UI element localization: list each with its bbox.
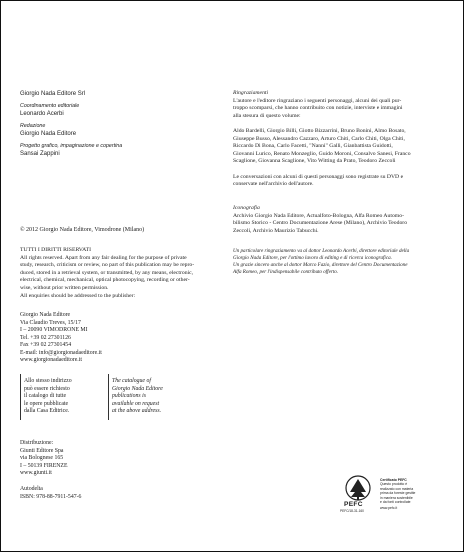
rights-line: electrical, chemical, mechanical, optical photocopying, recording or other- — [20, 277, 190, 284]
iconografia-block — [233, 205, 453, 235]
catalogue-en-line: at the above address. — [112, 408, 162, 415]
book-title: Autodelta — [20, 486, 43, 492]
thanks-heading: Ringraziamenti — [233, 90, 269, 96]
address-line: Fax +39 02 27301454 — [20, 342, 72, 348]
catalogue-en-line: Giorgio Nada Editore — [112, 385, 163, 392]
publisher-company: Giorgio Nada Editore Srl — [20, 91, 86, 97]
distribution-line: via Bolognese 165 — [20, 455, 64, 462]
distribution-website-link[interactable]: www.giunti.it — [20, 470, 52, 477]
catalogue-it-line: può essere richiesto — [24, 385, 70, 392]
design-label: Progetto grafico, impaginazione e copertina — [20, 143, 123, 149]
box-divider-left — [20, 374, 21, 420]
iconografia-heading: Iconografia — [233, 205, 260, 211]
catalogue-note-it — [20, 374, 105, 420]
rights-line: study, research, criticism or review, no part of this publication may be repro- — [20, 262, 195, 269]
catalogue-it-line: dalla Casa Editrice. — [24, 408, 70, 415]
pefc-certification — [338, 472, 450, 522]
catalogue-en-line: publications is — [112, 393, 146, 400]
website-link[interactable]: www.giorgionadaeditore.it — [20, 357, 82, 363]
rights-line: duced, stored in a retrieval system, or transmitted, by any means, electronic, — [20, 269, 194, 276]
pefc-cert-line: e da fonti controllate — [380, 500, 411, 505]
thanks-intro-line: alla stesura di questo volume: — [233, 112, 301, 119]
pefc-cert-label: Certificato PEFC — [380, 478, 407, 482]
pefc-cert-line: Questo prodotto è — [380, 482, 408, 487]
pefc-cert-line: prima da foreste gestite — [380, 491, 416, 496]
catalogue-en-line: available on request — [112, 400, 160, 407]
redazione-label: Redazione — [20, 123, 46, 129]
catalogue-it-line: Allo stesso indirizzo — [24, 378, 72, 384]
redazione-name: Giorgio Nada Editore — [20, 131, 77, 137]
pefc-cert-line: in maniera sostenibile — [380, 495, 413, 500]
thanks-names-line: Giuseppe Busso, Alessandro Cazzaro, Arturo Chiti, Carlo Chiti, Olga Chiti, — [233, 135, 405, 142]
rights-block — [20, 247, 225, 300]
pefc-code: PEFC/18-31-160 — [340, 509, 364, 513]
special-thanks-line: Giorgio Nada Editore, per l'ottimo lavoro di editing e di ricerca iconografica. — [233, 255, 392, 261]
distribution-line: I – 50139 FIRENZE — [20, 462, 68, 469]
distribution-block — [20, 440, 225, 478]
address-block — [20, 312, 225, 365]
email-link[interactable]: E-mail: info@giorgionadaeditore.it — [20, 349, 102, 356]
address-line: Giorgio Nada Editore — [20, 312, 71, 318]
thanks-names-line: Aldo Bardelli, Giorgio Billi, Giotto Bizzarrini, Bruno Bonini, Almo Bosato, — [233, 128, 406, 134]
iconografia-line: bilismo Storico - Centro Documentazione Arese (Milano), Archivio Teodoro — [233, 220, 408, 226]
pefc-logo-text: PEFC — [344, 501, 363, 508]
address-line: I – 20090 VIMODRONE MI — [20, 327, 88, 333]
thanks-intro-line: troppo scomparsi, che hanno contribuito con notizie, interviste e immagini — [233, 105, 403, 111]
rights-line: All enquiries should be addressed to the publisher: — [20, 292, 136, 299]
thanks-names-line: Giovanni Lurico, Renato Monzeglio, Guido Moroni, Consalvo Sanesi, Franco — [233, 150, 411, 157]
coord-label: Coordinamento editoriale — [20, 103, 80, 109]
special-thanks-line: Un grazie sincero anche al dottor Marco Fazio, direttore del Centro Documentazione — [233, 262, 408, 268]
isbn-block — [20, 486, 225, 501]
thanks-names-line: Scaglione, Giovanna Scaglione, Vito Witting da Prato, Teodoro Zeccoli — [233, 158, 396, 164]
rights-line: wise, without prior written permission. — [20, 284, 109, 291]
coord-name: Leonardo Acerbi — [20, 111, 64, 117]
catalogue-it-line: il catalogo di tutte — [24, 393, 67, 400]
thanks-intro-line: L'autore e l'editore ringraziano i seguenti personaggi, alcuni dei quali pur- — [233, 97, 402, 104]
rights-line: All rights reserved. Apart from any fair dealing for the purpose of private — [20, 254, 187, 261]
publisher-block — [20, 90, 225, 158]
rights-heading: TUTTI I DIRITTI RISERVATI — [20, 247, 91, 253]
pefc-url[interactable]: www.pefc.it — [380, 506, 398, 511]
design-name: Sansai Zappini — [20, 151, 60, 157]
thanks-dvd-line: conservate nell'archivio dell'autore. — [233, 181, 314, 187]
iconografia-line: Archivio Giorgio Nada Editore, Actualfoto-Bologna, Alfa Romeo Automo- — [233, 212, 404, 219]
iconografia-line: Zeccoli, Archivio Maurizio Tabucchi. — [233, 227, 319, 234]
isbn-number: ISBN: 978-88-7911-547-6 — [20, 493, 82, 500]
thanks-names-line: Riccardo Di Bona, Carlo Facetti, "Nanni" Galli, Gianbattista Guidotti, — [233, 143, 393, 149]
thanks-dvd-line: Le conversazioni con alcuni di questi personaggi sono registrate su DVD e — [233, 173, 404, 180]
distribution-line: Distribuzione: — [20, 440, 54, 446]
address-line: Via Claudio Treves, 15/17 — [20, 319, 81, 326]
pefc-cert-text — [380, 478, 415, 511]
catalogue-note-en — [108, 374, 188, 420]
catalogue-it-line: le opere pubblicate — [24, 400, 69, 407]
address-line: Tel. +39 02 27301126 — [20, 334, 71, 341]
thanks-block — [233, 90, 453, 189]
special-thanks-line: Un particolare ringraziamento va al dottor Leonardo Acerbi, direttore editoriale della — [233, 248, 410, 254]
pefc-cert-line: realizzato con materia — [380, 486, 414, 491]
copyright-line: © 2012 Giorgio Nada Editore, Vimodrone (Milano) — [20, 227, 145, 233]
catalogue-en-line: The catalogue of — [112, 378, 151, 384]
special-thanks-line: Alfa Romeo, per l'indispensabile contributo offerto. — [233, 269, 339, 275]
box-divider-right — [108, 374, 109, 420]
distribution-line: Giunti Editore Spa — [20, 447, 64, 454]
special-thanks-block — [233, 248, 453, 276]
